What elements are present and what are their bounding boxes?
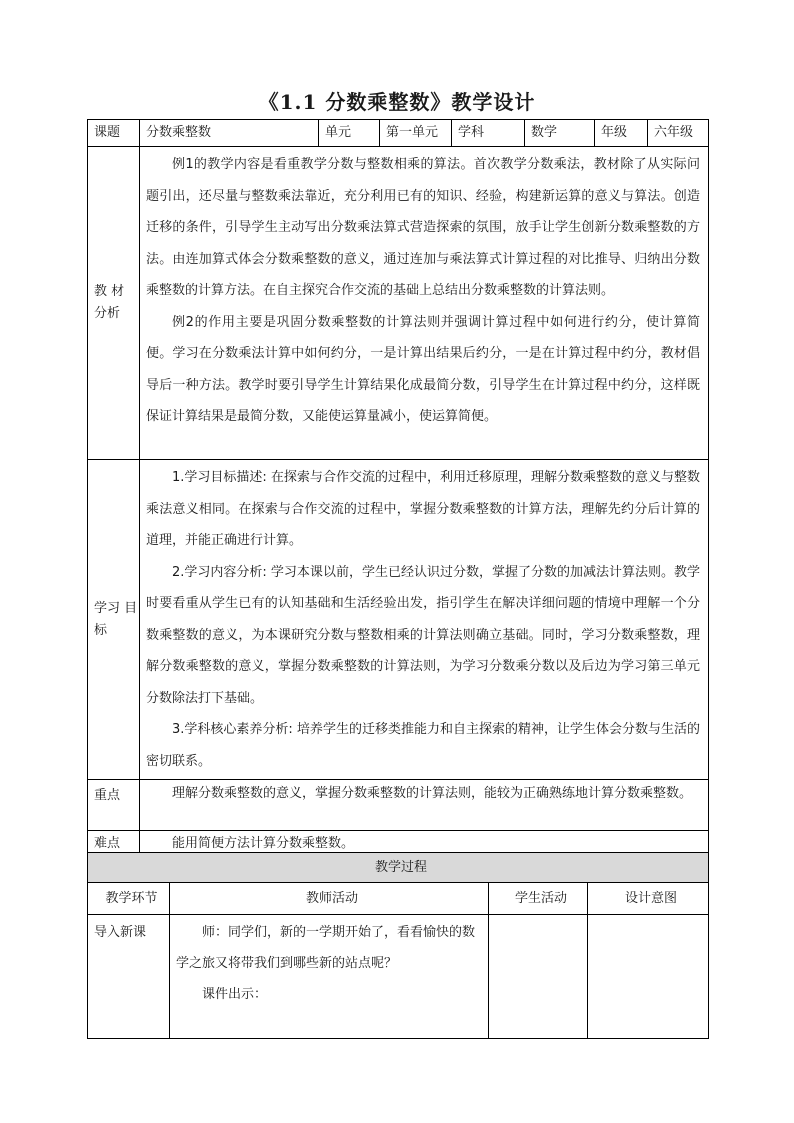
student-activity-cell bbox=[489, 915, 588, 1039]
column-header: 设计意图 bbox=[588, 883, 709, 915]
textbook-analysis-label: 教 材 分析 bbox=[88, 147, 140, 460]
teacher-activity-text: 课件出示： bbox=[202, 987, 268, 1002]
teaching-process-table bbox=[87, 852, 709, 1039]
process-columns-row bbox=[88, 883, 709, 915]
teacher-activity-text: 师：同学们，新的一学期开始了，看看愉快的数学之旅又将带我们到哪些新的站点呢？ bbox=[176, 925, 476, 971]
stage-cell: 导入新课 bbox=[88, 915, 170, 1039]
column-header: 学生活动 bbox=[489, 883, 588, 915]
difficulty-text: 能用简便方法计算分数乘整数。 bbox=[172, 836, 355, 851]
learning-goals-paragraph: 3.学科核心素养分析: 培养学生的迁移类推能力和自主探索的精神，让学生体会分数与生活的密切联系。 bbox=[146, 722, 700, 769]
label-unit: 单元 bbox=[319, 120, 380, 147]
column-header: 教师活动 bbox=[170, 883, 489, 915]
grade-value: 六年级 bbox=[648, 120, 709, 147]
subject-value: 数学 bbox=[525, 120, 595, 147]
unit-value: 第一单元 bbox=[380, 120, 452, 147]
lesson-info-table bbox=[87, 119, 709, 858]
textbook-analysis-paragraph: 例2的作用主要是巩固分数乘整数的计算法则并强调计算过程中如何进行约分，使计算简便。学习在分数乘法计算中如何约分，一是计算出结果后约分，一是在计算过程中约分，教材倡导后一种方法。教学时要引导学生计算结果化成最简分数，引导学生在计算过程中约分，这样既保证计算结果是最简分数，又能使运算量减小，使运算简便。 bbox=[146, 314, 700, 424]
teacher-activity-cell bbox=[170, 915, 489, 1039]
difficulty-label: 难点 bbox=[88, 831, 140, 858]
page-title: 《1.1 分数乘整数》教学设计 bbox=[258, 90, 536, 114]
label-grade: 年级 bbox=[595, 120, 648, 147]
header-row bbox=[88, 120, 709, 147]
learning-goals-content bbox=[140, 460, 709, 780]
label-topic: 课题 bbox=[88, 120, 140, 147]
process-heading-row bbox=[88, 853, 709, 883]
process-heading: 教学过程 bbox=[88, 853, 709, 883]
learning-goals-label: 学习 目标 bbox=[88, 460, 140, 780]
process-row bbox=[88, 915, 709, 1039]
topic-value: 分数乘整数 bbox=[140, 120, 319, 147]
label-subject: 学科 bbox=[452, 120, 525, 147]
key-point-text: 理解分数乘整数的意义，掌握分数乘整数的计算法则，能较为正确熟练地计算分数乘整数。 bbox=[172, 786, 693, 801]
textbook-analysis-paragraph: 例1的教学内容是看重教学分数与整数相乘的算法。首次教学分数乘法，教材除了从实际问题引出，还尽量与整数乘法靠近，充分利用已有的知识、经验，构建新运算的意义与算法。创造迁移的条件，引导学生主动写出分数乘法算式营造探索的氛围，放手让学生创新分数乘整数的方法。由连加算式体会分数乘整数的意义，通过连加与乘法算式计算过程的对比推导、归纳出分数乘整数的计算方法。在自主探究合作交流的基础上总结出分数乘整数的计算法则。 bbox=[146, 157, 700, 298]
textbook-analysis-content bbox=[140, 147, 709, 460]
key-point-content bbox=[140, 780, 709, 831]
key-point-label: 重点 bbox=[88, 780, 140, 831]
learning-goals-paragraph: 2.学习内容分析: 学习本课以前，学生已经认识过分数，掌握了分数的加减法计算法则。教学时要看重从学生已有的认知基础和生活经验出发，指引学生在解决详细问题的情境中理解一个分数乘整数的意义，为本课研究分数与整数相乘的计算法则确立基础。同时，学习分数乘整数，理解分数乘整数的意义，掌握分数乘整数的计算法则，为学习分数乘分数以及后边为学习第三单元分数除法打下基础。 bbox=[146, 564, 700, 706]
textbook-analysis-row bbox=[88, 147, 709, 460]
design-intent-cell bbox=[588, 915, 709, 1039]
column-header: 教学环节 bbox=[88, 883, 170, 915]
learning-goals-row bbox=[88, 460, 709, 780]
learning-goals-paragraph: 1.学习目标描述: 在探索与合作交流的过程中，利用迁移原理，理解分数乘整数的意义与整数乘法意义相同。在探索与合作交流的过程中，掌握分数乘整数的计算方法，理解先约分后计算的道理，并能正确进行计算。 bbox=[146, 470, 700, 548]
key-point-row bbox=[88, 780, 709, 831]
